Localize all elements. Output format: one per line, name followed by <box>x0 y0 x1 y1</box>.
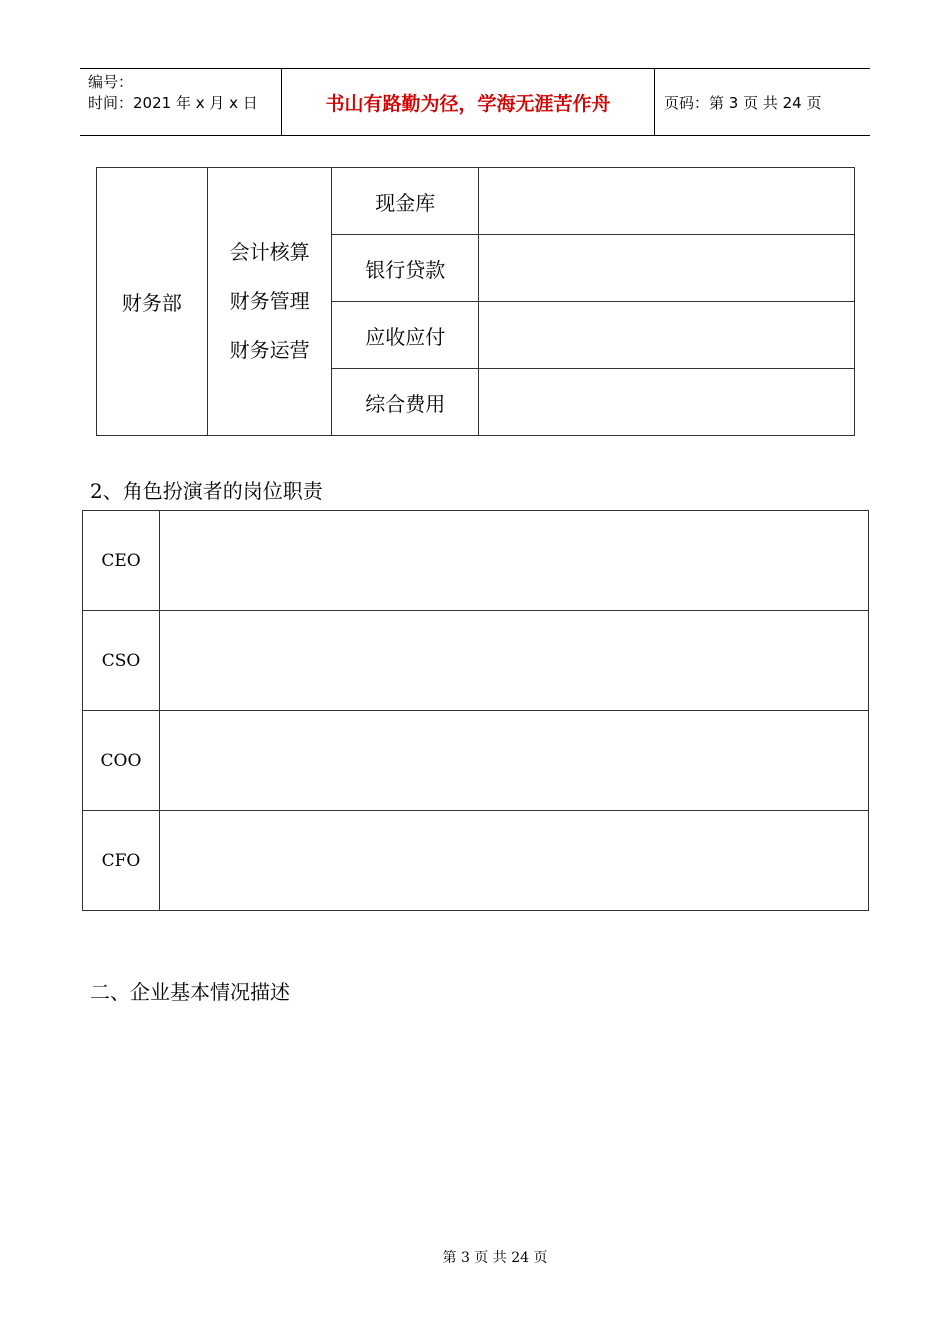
role-cell: CSO <box>83 611 160 711</box>
function-item: 会计核算 <box>229 240 310 264</box>
role-cell: CEO <box>83 511 160 611</box>
section-title-roles: 2、角色扮演者的岗位职责 <box>90 479 323 503</box>
page-header <box>80 68 870 136</box>
roles-table <box>82 510 869 911</box>
sub-item-cell: 综合费用 <box>332 369 479 436</box>
page-footer: 第 3 页 共 24 页 <box>442 1250 548 1266</box>
section-title-company: 二、企业基本情况描述 <box>90 980 290 1004</box>
sub-item-cell: 应收应付 <box>332 302 479 369</box>
function-item: 财务运营 <box>229 338 310 362</box>
header-page-label: 页码：第 3 页 共 24 页 <box>664 93 822 112</box>
role-cell: COO <box>83 711 160 811</box>
role-cell: CFO <box>83 811 160 911</box>
header-info <box>88 72 278 114</box>
table-row <box>83 711 869 811</box>
functions-cell <box>207 168 332 436</box>
empty-cell <box>479 369 855 436</box>
time-label: 时间：2021 年 x 月 x 日 <box>88 94 258 112</box>
sub-item-cell: 银行贷款 <box>332 235 479 302</box>
duty-cell <box>160 511 869 611</box>
header-divider <box>654 69 655 135</box>
number-label: 编号： <box>88 73 134 91</box>
header-motto: 书山有路勤为径，学海无涯苦作舟 <box>325 92 611 115</box>
sub-item-cell: 现金库 <box>332 168 479 235</box>
empty-cell <box>479 168 855 235</box>
duty-cell <box>160 611 869 711</box>
table-row <box>83 611 869 711</box>
table-row <box>83 811 869 911</box>
duty-cell <box>160 811 869 911</box>
table-row <box>83 511 869 611</box>
finance-department-table <box>96 167 855 436</box>
department-cell: 财务部 <box>97 168 208 436</box>
table-row <box>97 168 855 235</box>
empty-cell <box>479 302 855 369</box>
function-item: 财务管理 <box>229 289 310 313</box>
duty-cell <box>160 711 869 811</box>
empty-cell <box>479 235 855 302</box>
